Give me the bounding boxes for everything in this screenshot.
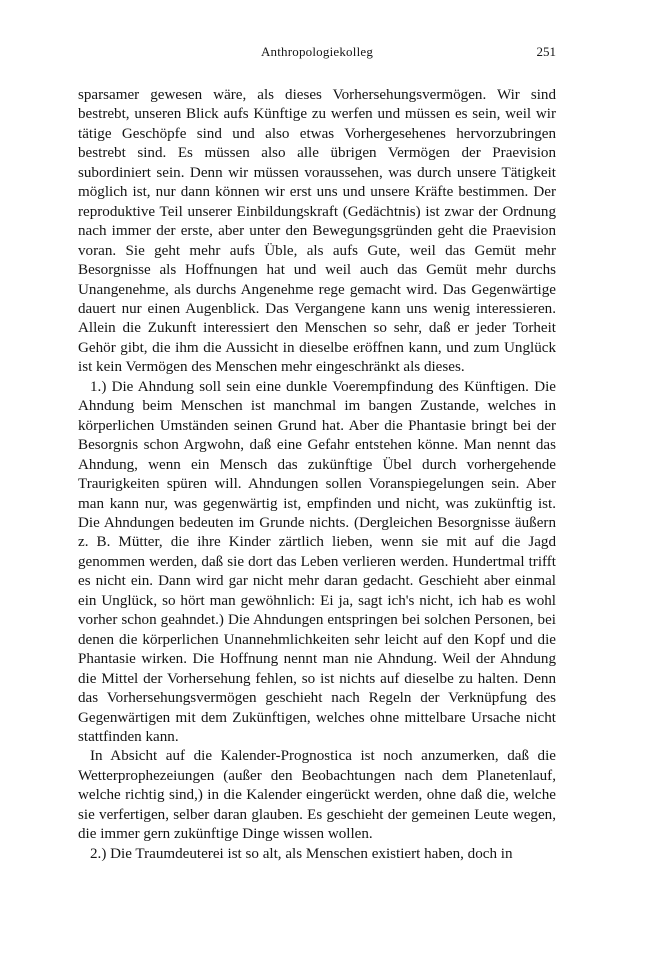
paragraph-traumdeuterei: 2.) Die Traumdeuterei ist so alt, als Menschen existiert haben, doch in <box>90 845 513 862</box>
body-text <box>78 86 556 864</box>
paragraph-continuation: sparsamer gewesen wäre, als dieses Vorhersehungsvermögen. Wir sind bestrebt, unseren Blick aufs Künftige zu werfen und müssen es sein, weil wir tätige Geschöpfe sind und also etwas Vorhergesehenes hervorzubringen bestrebt sind. Es müssen also alle übrigen Vermögen der Praevision subordiniert sein. Denn wir müssen voraussehen, was durch unsere Tätigkeit möglich ist, nur dann können wir erst uns und unsere Kräfte bestimmen. Der reproduktive Teil unserer Einbildungskraft (Gedächtnis) ist zwar der Ordnung nach immer der erste, aber unter den Bewegungsgründen geht die Praevision voran. Sie geht mehr aufs Üble, als aufs Gute, weil das Gemüt mehr Besorgnisse als Hoffnungen hat und weil auch das Gemüt mehr durchs Unangenehme, als durchs Angenehme rege gemacht wird. Das Gegenwärtige dauert nur einen Augenblick. Das Vergangene kann uns wenig interessieren. Allein die Zukunft interessiert den Menschen so sehr, daß er jeder Torheit Gehör gibt, die ihm die Aussicht in dieselbe eröffnen kann, und zum Unglück ist kein Vermögen des Menschen mehr eingeschränkt als dieses. <box>78 87 556 376</box>
page-header <box>78 44 556 66</box>
running-head: Anthropologiekolleg <box>260 44 374 59</box>
paragraph-kalender: In Absicht auf die Kalender-Prognostica ist noch anzumerken, daß die Wetterprophezeiungen (außer den Beobachtungen nach dem Planetenlauf, welche richtig sind,) in die Kalender eingerückt werden, ohne daß die, welche sie verfertigen, selber daran glauben. Es geschieht der gemeinen Leute wegen, die immer gern zukünftige Dinge wissen wollen. <box>78 748 556 843</box>
page-number: 251 <box>536 44 556 59</box>
paragraph-ahndung: 1.) Die Ahndung soll sein eine dunkle Voerempfindung des Künftigen. Die Ahndung beim Menschen ist manchmal im bangen Zustande, welches in körperlichen Umständen seinen Grund hat. Aber die Phantasie bringt bei der Besorgnis schon Argwohn, daß eine Gefahr entstehen könne. Man nennt das Ahndung, wenn ein Mensch das zukünftige Übel durch vorhergehende Traurigkeiten spüren will. Ahndungen sollen Voranspiegelungen sein. Aber man kann nur, was gegenwärtig ist, empfinden und nicht, was zukünftig ist. Die Ahndungen bedeuten im Grunde nichts. (Dergleichen Besorgnisse äußern z. B. Mütter, die ihre Kinder zärtlich lieben, wenn sie mit auf die Jagd genommen werden, daß sie dort das Leben verlieren werden. Hundertmal trifft es nicht ein. Dann wird gar nicht mehr daran gedacht. Geschieht aber einmal ein Unglück, so hört man gewöhnlich: Ei ja, sagt ich's nicht, ich hab es wohl vorher schon geahndet.) Die Ahndungen entspringen bei solchen Personen, bei denen die körperlichen Unannehmlichkeiten sehr leicht auf den Kopf und die Phantasie wirken. Die Hoffnung nennt man nie Ahndung. Weil der Ahndung die Mittel der Vorhersehung fehlen, so ist nichts auf dieselbe zu halten. Denn das Vorhersehungsvermögen geschieht nach Regeln der Verknüpfung des Gegenwärtigen mit dem Zukünftigen, welches ohne mittelbare Ursache nicht stattfinden kann. <box>78 378 556 745</box>
